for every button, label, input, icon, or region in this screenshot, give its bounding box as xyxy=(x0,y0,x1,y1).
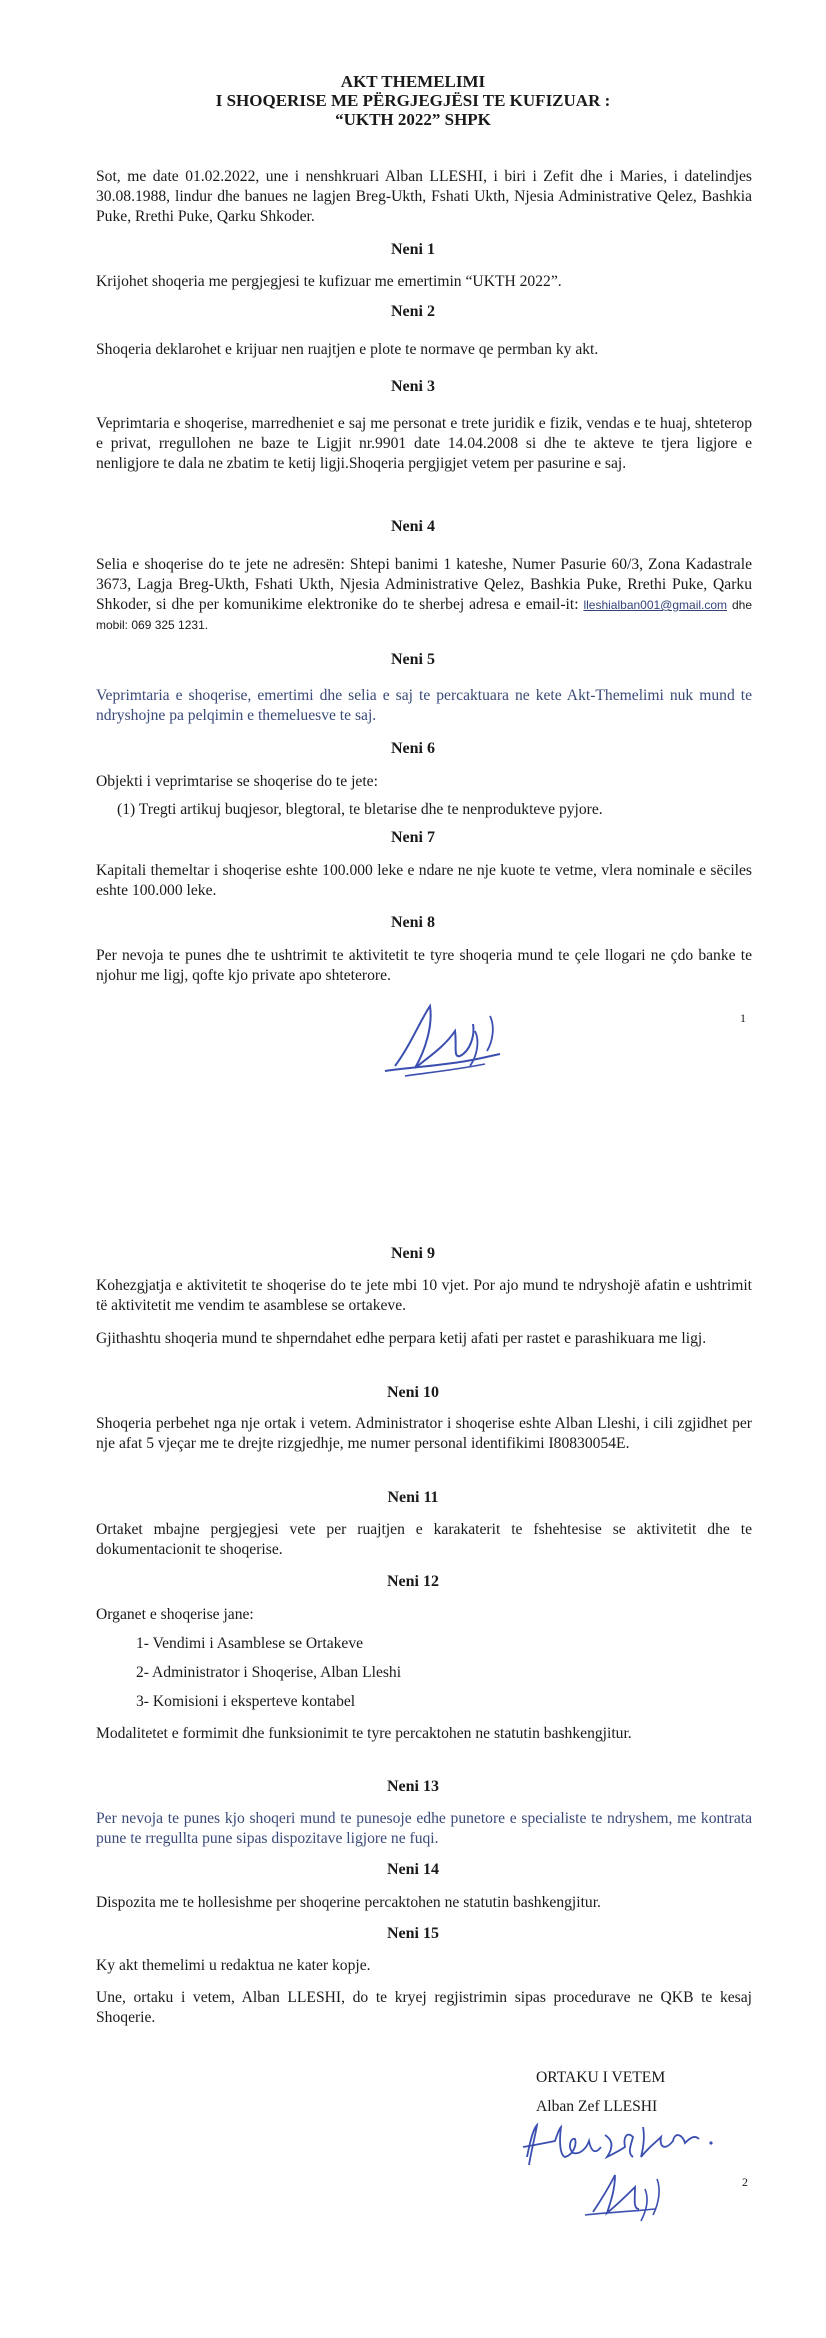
page-number-1: 1 xyxy=(740,1011,746,1025)
article-3-text: Veprimtaria e shoqerise, marredheniet e saj me personat e trete juridik e fizik, vendas e te huaj, shteterор e privat, rregullohen ne baze te Ligjit nr.9901 date 14.04.2008 si dhe te akteve te tjera ligjore e nenligjore te dala ne zbatim te ketij ligji.Shoqeria pergjigjet vetem per pasurine e saj. xyxy=(96,415,752,472)
article-1-heading: Neni 1 xyxy=(391,241,435,258)
article-2-heading: Neni 2 xyxy=(391,303,435,320)
page-2 xyxy=(0,1169,826,2338)
signature-handwritten-icon xyxy=(515,2117,745,2237)
page-number-2: 2 xyxy=(742,2175,748,2189)
article-13-heading: Neni 13 xyxy=(387,1778,439,1795)
article-6-heading: Neni 6 xyxy=(391,740,435,757)
article-5-heading: Neni 5 xyxy=(391,651,435,668)
article-6-item-1: (1) Tregti artikuj buqjesor, blegtoral, te bletarise dhe te nenprodukteve pyjore. xyxy=(117,801,603,818)
doc-title-line3: “UKTH 2022” SHPK xyxy=(335,110,491,129)
doc-title-line2: I SHOQERISE ME PËRGJEGJËSI TE KUFIZUAR : xyxy=(215,91,611,110)
email-link[interactable]: lleshialban001@gmail.com xyxy=(583,598,728,612)
article-10-heading: Neni 10 xyxy=(387,1384,439,1401)
article-4-heading: Neni 4 xyxy=(391,518,435,535)
article-9-heading: Neni 9 xyxy=(391,1245,435,1262)
article-2-text: Shoqeria deklarohet e krijuar nen ruajtjen e plote te normave qe permban ky akt. xyxy=(96,341,599,358)
article-12-item-1: 1- Vendimi i Asamblese se Ortakeve xyxy=(136,1635,364,1652)
article-9-text: Kohezgjatja e aktivitetit te shoqerise do te jete mbi 10 vjet. Por ajo mund te ndryshojë afatin e ushtrimit të aktivitetit me vendim te asamblese se ortakeve. xyxy=(96,1277,752,1314)
article-11-text: Ortaket mbajne pergjegjesi vete per ruajtjen e karakaterit te fshehtesise se aktivitetit dhe te dokumentacionit te shoqerise. xyxy=(96,1521,752,1558)
article-13-text: Per nevoja te punes kjo shoqeri mund te punesoje edhe punetore e specialiste te ndryshem, me kontrata pune te rregullta pune sipas dispozitave ligjore ne fuqi. xyxy=(96,1810,752,1847)
article-8-text: Per nevoja te punes dhe te ushtrimit te aktivitetit te tyre shoqeria mund te çele llogari ne çdo banke te njohur me ligj, qofte kjo private apo shteterore. xyxy=(96,947,752,984)
article-14-heading: Neni 14 xyxy=(387,1861,439,1878)
article-12-item-3: 3- Komisioni i eksperteve kontabel xyxy=(136,1693,356,1710)
article-12-item-2: 2- Administrator i Shoqerise, Alban Lleshi xyxy=(136,1664,402,1681)
article-12-text-2: Modalitetet e formimit dhe funksionimit te tyre percaktohen ne statutin bashkengjitur. xyxy=(96,1725,632,1742)
article-14-text: Dispozita me te hollesishme per shoqerine percaktohen ne statutin bashkengjitur. xyxy=(96,1894,601,1911)
article-7-heading: Neni 7 xyxy=(391,829,435,846)
signature-name: Alban Zef LLESHI xyxy=(536,2098,658,2115)
article-10-text: Shoqeria perbehet nga nje ortak i vetem. Administrator i shoqerise eshte Alban Lleshi, i cili zgjidhet per nje afat 5 vjeçar me te drejte rizgjedhje, me numer personal identifikimi I80830054E. xyxy=(96,1415,752,1452)
article-1-text: Krijohet shoqeria me pergjegjesi te kufizuar me emertimin “UKTH 2022”. xyxy=(96,273,562,290)
intro-paragraph: Sot, me date 01.02.2022, une i nenshkruari Alban LLESHI, i biri i Zefit dhe i Maries, i datelindjes 30.08.1988, lindur dhe banues ne lagjen Breg-Ukth, Fshati Ukth, Njesia Administrative Qelez, Bashkia Puke, Rrethi Puke, Qarku Shkoder. xyxy=(96,168,752,225)
article-15-heading: Neni 15 xyxy=(387,1925,439,1942)
article-3-heading: Neni 3 xyxy=(391,378,435,395)
article-12-text: Organet e shoqerise jane: xyxy=(96,1606,254,1623)
article-7-text: Kapitali themeltar i shoqerise eshte 100.000 leke e ndare ne nje kuote te vetme, vlera nominale e sëciles eshte 100.000 leke. xyxy=(96,862,752,899)
article-12-heading: Neni 12 xyxy=(387,1573,439,1590)
signature-role: ORTAKU I VETEM xyxy=(536,2069,666,2086)
article-4-text xyxy=(96,555,752,635)
article-11-heading: Neni 11 xyxy=(387,1489,439,1506)
phone-text: dhe mobil: 069 325 1231. xyxy=(96,598,752,632)
article-5-text: Veprimtaria e shoqerise, emertimi dhe selia e saj te percaktuara ne kete Akt-Themelimi nuk mund te ndryshojne pa pelqimin e themeluesve te saj. xyxy=(96,687,752,724)
article-6-text: Objekti i veprimtarise se shoqerise do te jete: xyxy=(96,773,378,790)
article-15-text: Ky akt themelimi u redaktua ne kater kopje. xyxy=(96,1957,371,1974)
article-15-text-2: Une, ortaku i vetem, Alban LLESHI, do te kryej regjistrimin sipas procedurave ne QKB te kesaj Shoqerie. xyxy=(96,1989,752,2026)
article-8-heading: Neni 8 xyxy=(391,914,435,931)
doc-title-line1: AKT THEMELIMI xyxy=(340,72,486,91)
signature-initials-icon xyxy=(375,996,525,1086)
article-4-body: Selia e shoqerise do te jete ne adresën: Shtepi banimi 1 kateshe, Numer Pasurie 60/3, Zona Kadastrale 3673, Lagja Breg-Ukth, Fshati Ukth, Njesia Administrative Qelez, Bashkia Puke, Rrethi Puke, Qarku Shkoder, si dhe per komunikime elektronike do te sherbej adresa e email-it: xyxy=(96,556,752,613)
article-9-text-2: Gjithashtu shoqeria mund te shperndahet edhe perpara ketij afati per rastet e parashikuara me ligj. xyxy=(96,1330,707,1347)
